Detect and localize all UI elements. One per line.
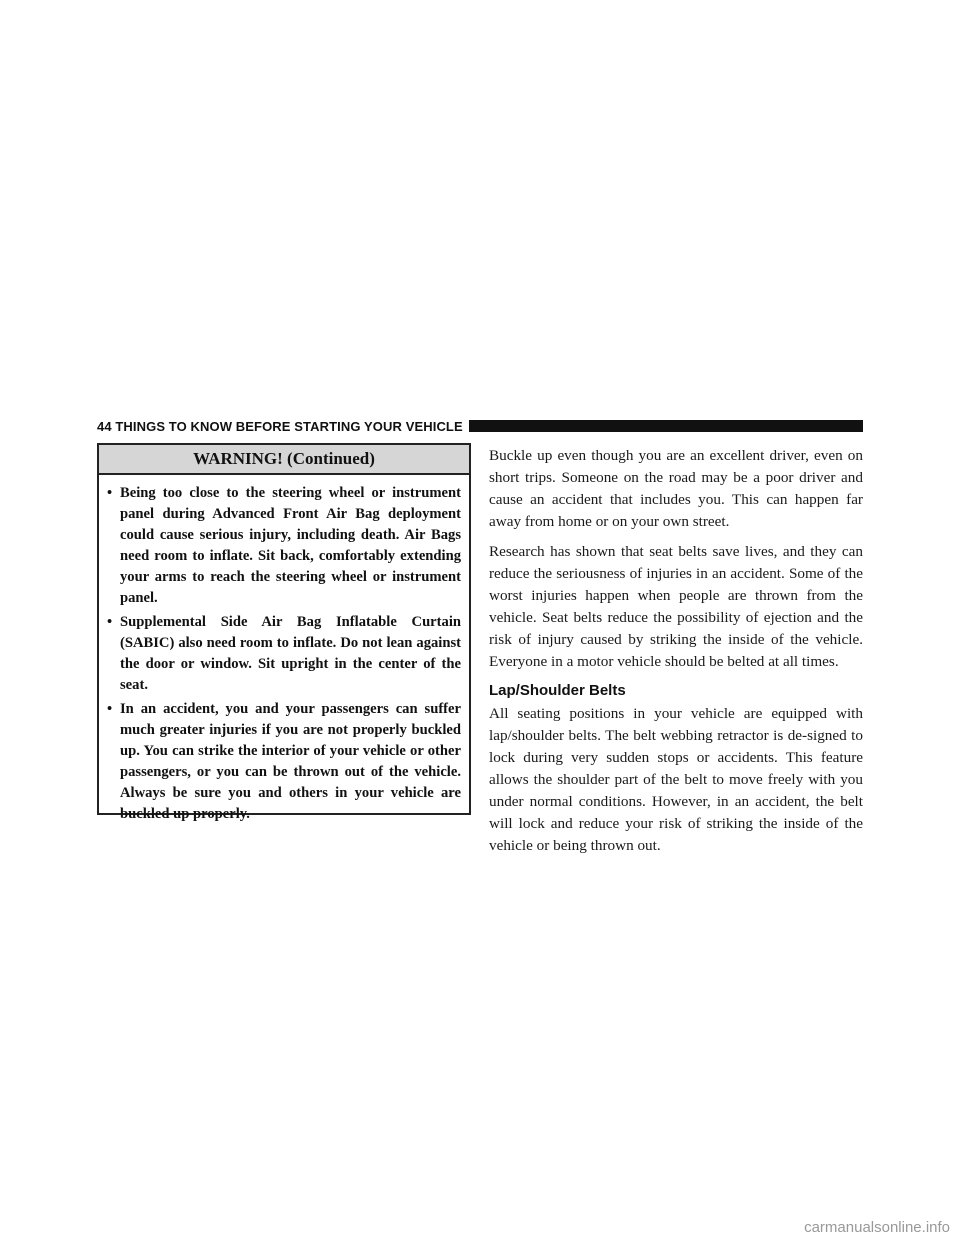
warning-item-text: Being too close to the steering wheel or instrument panel during Advanced Front Air Bag deployment could cause serious injury, including death. Air Bags need room to inflate. Sit back, comfortably extending your arms to reach the steering wheel or instrument panel. <box>120 485 461 606</box>
body-paragraph: Research has shown that seat belts save lives, and they can reduce the seriousness of injuries in an accident. Some of the worst injuries happen when people are thrown from the vehicle. Seat belts reduce the possibility of ejection and the risk of injury caused by striking the inside of the vehicle. Everyone in a motor vehicle should be belted at all times. <box>489 543 863 670</box>
page-number-and-section-title: 44 THINGS TO KNOW BEFORE STARTING YOUR VEHICLE <box>97 418 463 434</box>
body-paragraph: Buckle up even though you are an excellent driver, even on short trips. Someone on the road may be a poor driver and cause an accident that includes you. This can happen far away from home or on your own street. <box>489 447 863 530</box>
page-header <box>97 418 863 434</box>
section-paragraph: All seating positions in your vehicle are equipped with lap/shoulder belts. The belt webbing retractor is de-signed to lock during very sudden stops or accidents. This feature allows the shoulder part of the belt to move freely with you under normal conditions. However, in an accident, the belt will lock and reduce your risk of striking the inside of the vehicle or being thrown out. <box>489 705 863 854</box>
warning-title: WARNING! (Continued) <box>99 445 469 475</box>
warning-box <box>97 443 471 822</box>
bullet-icon: • <box>107 614 113 630</box>
footer-watermark: carmanualsonline.info <box>804 1219 950 1236</box>
header-rule-bar <box>469 420 863 432</box>
bullet-icon: • <box>107 701 113 717</box>
warning-item <box>107 483 461 609</box>
warning-item-text: Supplemental Side Air Bag Inflatable Curtain (SABIC) also need room to inflate. Do not lean against the door or window. Sit upright in the center of the seat. <box>120 614 461 693</box>
warning-item <box>107 699 461 825</box>
warning-list <box>99 475 469 825</box>
bullet-icon: • <box>107 485 113 501</box>
warning-item-text: In an accident, you and your passengers can suffer much greater injuries if you are not properly buckled up. You can strike the interior of your vehicle or other passengers, or you can be thrown out of the vehicle. Always be sure you and others in your vehicle are buckled up properly. <box>120 701 461 822</box>
section-heading: Lap/Shoulder Belts <box>489 682 626 699</box>
warning-item <box>107 612 461 696</box>
main-text-column <box>489 445 863 865</box>
